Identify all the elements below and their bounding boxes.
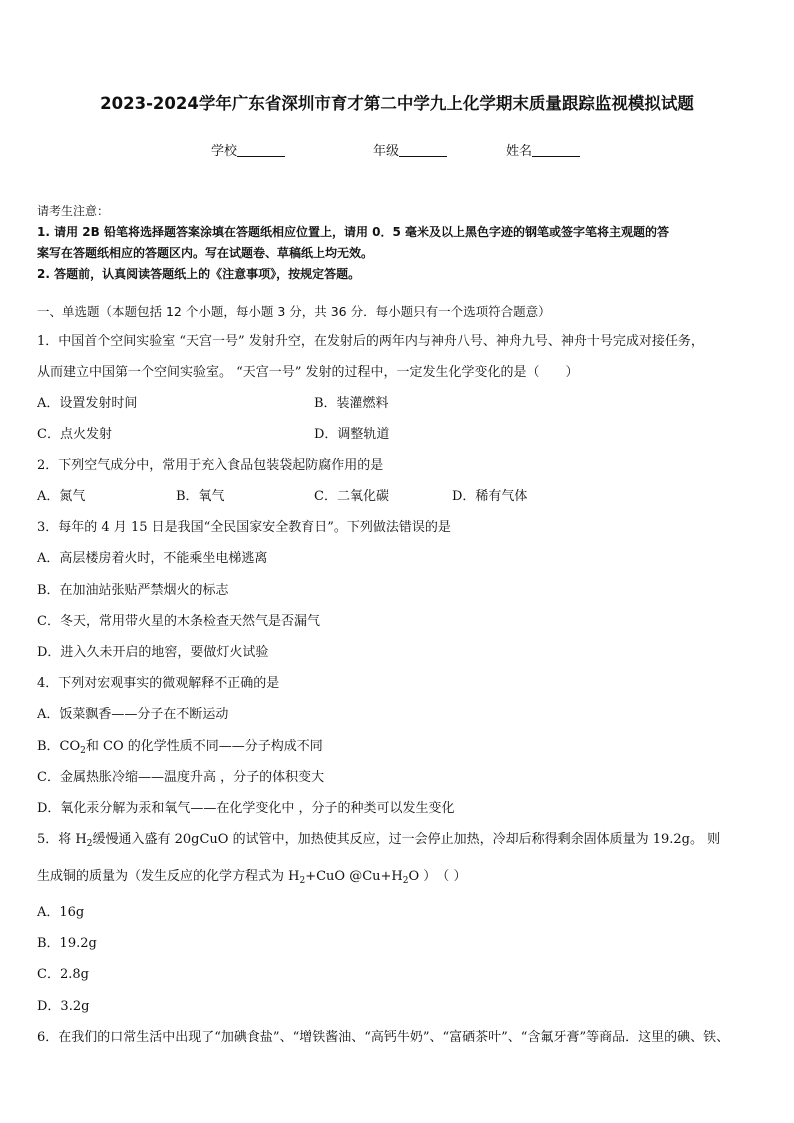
- q4-option-b-post: 和 CO 的化学性质不同——分子构成不同: [85, 739, 323, 754]
- name-blank[interactable]: [532, 142, 580, 157]
- q5-option-b: B．19.2g: [37, 936, 97, 951]
- q5-l2-sub1: 2: [299, 876, 306, 886]
- q1-stem-line1: 1．中国首个空间实验室 “天宫一号” 发射升空，在发射后的两年内与神舟八号、神舟九号、神舟十号完成对接任务，: [37, 334, 704, 349]
- student-info-fields: [0, 140, 794, 162]
- q5-stem-line2: [37, 868, 466, 886]
- notice-item-2: 2. 答题前，认真阅读答题纸上的《注意事项》，按规定答题。: [37, 267, 361, 281]
- exam-title: 2023-2024学年广东省深圳市育才第二中学九上化学期末质量跟踪监视模拟试题: [100, 94, 694, 113]
- q4-option-b-sub: 2: [80, 746, 86, 756]
- q1-option-a: A．设置发射时间: [37, 396, 138, 411]
- q2-option-a: A．氮气: [37, 489, 86, 504]
- q2-option-d: D．稀有气体: [452, 489, 528, 504]
- notice-item-1: 1. 请用 2B 铅笔将选择题答案涂填在答题纸相应位置上，请用 0．5 毫米及以上黑色字迹的钢笔或签字笔将主观题的答: [37, 225, 669, 239]
- q4-option-c: C．金属热胀冷缩——温度升高 ，分子的体积变大: [37, 770, 325, 785]
- q6-stem-line1: 6．在我们的口常生活中出现了“加碘食盐”、“增铁酱油、“高钙牛奶”、“富硒茶叶”、“含氟牙膏”等商品．这里的碘、铁、: [37, 1030, 730, 1045]
- q2-option-b: B．氧气: [176, 489, 225, 504]
- q1-option-b: B．装灌燃料: [314, 396, 389, 411]
- q5-option-a: A．16g: [37, 905, 85, 920]
- q1-option-d: D．调整轨道: [314, 427, 390, 442]
- q5-l1-a: 5．将 H: [37, 832, 87, 847]
- q4-stem: 4．下列对宏观事实的微观解释不正确的是: [37, 676, 280, 691]
- q4-option-b: [37, 738, 323, 756]
- notice-item-1-cont: 案写在答题纸相应的答题区内。写在试题卷、草稿纸上均无效。: [37, 246, 374, 260]
- q4-option-b-pre: B．CO: [37, 739, 81, 754]
- grade-label: 年级: [373, 144, 400, 159]
- q3-option-b: B．在加油站张贴严禁烟火的标志: [37, 583, 229, 598]
- q1-option-c: C．点火发射: [37, 427, 112, 442]
- section-heading: 一、单选题（本题包括 12 个小题，每小题 3 分，共 36 分．每小题只有一个选项符合题意）: [37, 304, 551, 319]
- q5-stem-line1: [37, 831, 720, 849]
- notice-heading: 请考生注意：: [37, 204, 110, 218]
- q3-stem: 3．每年的 4 月 15 日是我国“全民国家安全教育日”。下列做法错误的是: [37, 520, 451, 535]
- q4-option-a: A．饭菜飘香——分子在不断运动: [37, 707, 229, 722]
- q3-option-c: C．冬天，常用带火星的木条检查天然气是否漏气: [37, 614, 320, 629]
- q5-option-d: D．3.2g: [37, 999, 90, 1014]
- q1-stem-line2: 从而建立中国第一个空间实验室。 “天宫一号” 发射的过程中，一定发生化学变化的是（ ）: [37, 365, 579, 380]
- q3-option-d: D．进入久未开启的地窖，要做灯火试验: [37, 645, 269, 660]
- school-label: 学校: [211, 144, 238, 159]
- q5-option-c: C．2.8g: [37, 967, 89, 982]
- school-field: [211, 140, 285, 159]
- q5-l1-b: 缓慢通入盛有 20gCuO 的试管中，加热使其反应，过一会停止加热，冷却后称得剩余固体质量为 19.2g。 则: [92, 832, 721, 847]
- q5-l2-a: 生成铜的质量为（发生反应的化学方程式为 H: [37, 869, 300, 884]
- q5-l2-sub2: 2: [402, 876, 409, 886]
- q2-stem: 2．下列空气成分中，常用于充入食品包装袋起防腐作用的是: [37, 458, 384, 473]
- q2-option-c: C．二氧化碳: [314, 489, 389, 504]
- q5-l2-c: O ） （ ）: [408, 869, 467, 884]
- name-label: 姓名: [506, 144, 533, 159]
- q5-l2-b: +CuO @Cu+H: [305, 869, 403, 884]
- grade-blank[interactable]: [399, 142, 447, 157]
- grade-field: [373, 140, 447, 159]
- q4-option-d: D．氧化汞分解为汞和氧气——在化学变化中 ，分子的种类可以发生变化: [37, 801, 455, 816]
- school-blank[interactable]: [237, 142, 285, 157]
- name-field: [506, 140, 580, 159]
- q5-l1-sub: 2: [86, 839, 93, 849]
- q3-option-a: A．高层楼房着火时，不能乘坐电梯逃离: [37, 551, 268, 566]
